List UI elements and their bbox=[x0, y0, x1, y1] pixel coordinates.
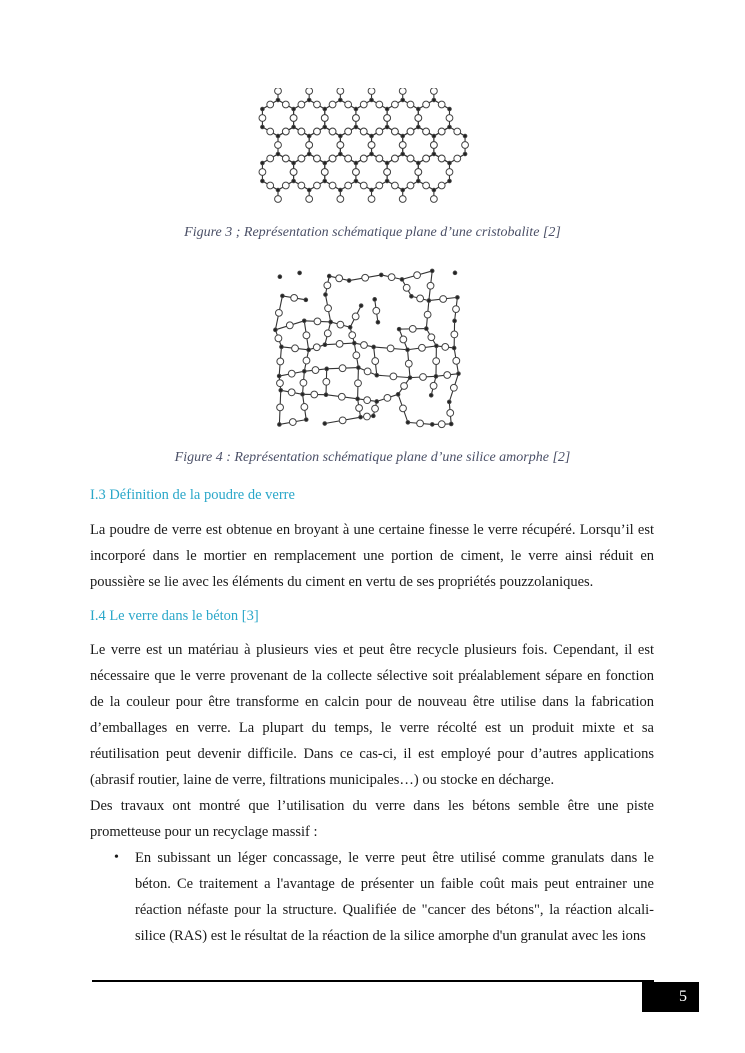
silicon-atom bbox=[324, 393, 328, 397]
silicon-atom bbox=[339, 152, 343, 156]
oxygen-atom bbox=[401, 383, 408, 390]
oxygen-atom bbox=[451, 331, 458, 338]
amorphous-silica-diagram bbox=[262, 262, 477, 437]
oxygen-atom bbox=[368, 196, 375, 203]
oxygen-atom bbox=[420, 374, 427, 381]
silicon-atom bbox=[373, 298, 377, 302]
silicon-atom bbox=[416, 161, 420, 165]
oxygen-atom bbox=[415, 169, 422, 176]
silicon-atom bbox=[406, 421, 410, 425]
oxygen-atom bbox=[433, 358, 440, 365]
oxygen-atom bbox=[438, 421, 445, 428]
oxygen-atom bbox=[423, 182, 430, 189]
oxygen-atom bbox=[373, 307, 380, 314]
section-heading-1-3: I.3 Définition de la poudre de verre bbox=[90, 487, 295, 503]
oxygen-atom bbox=[288, 370, 295, 377]
oxygen-atom bbox=[392, 128, 399, 135]
silicon-atom bbox=[261, 107, 265, 111]
section-heading-1-4: I.4 Le verre dans le béton [3] bbox=[90, 608, 259, 624]
oxygen-atom bbox=[430, 142, 437, 149]
oxygen-atom bbox=[407, 155, 414, 162]
oxygen-atom bbox=[345, 155, 352, 162]
oxygen-atom bbox=[337, 142, 344, 149]
oxygen-atom bbox=[301, 404, 308, 411]
silicon-atom bbox=[323, 343, 327, 347]
oxygen-atom bbox=[275, 88, 282, 94]
silicon-atom bbox=[261, 161, 265, 165]
silicon-atom bbox=[449, 422, 453, 426]
oxygen-atom bbox=[352, 313, 359, 320]
silicon-atom bbox=[298, 271, 302, 275]
silicon-atom bbox=[307, 348, 311, 352]
silicon-atom bbox=[276, 152, 280, 156]
silicon-atom bbox=[432, 188, 436, 192]
oxygen-atom bbox=[336, 340, 343, 347]
oxygen-atom bbox=[453, 357, 460, 364]
oxygen-atom bbox=[423, 155, 430, 162]
silicon-atom bbox=[401, 134, 405, 138]
oxygen-atom bbox=[360, 155, 367, 162]
silicon-atom bbox=[385, 179, 389, 183]
silicon-atom bbox=[354, 107, 358, 111]
oxygen-atom bbox=[275, 309, 282, 316]
silicon-atom bbox=[347, 279, 351, 283]
silicon-atom bbox=[408, 376, 412, 380]
oxygen-atom bbox=[428, 334, 435, 341]
silicon-atom bbox=[385, 107, 389, 111]
oxygen-atom bbox=[282, 101, 289, 108]
silicon-atom bbox=[375, 373, 379, 377]
silicon-atom bbox=[274, 328, 278, 332]
oxygen-atom bbox=[360, 128, 367, 135]
oxygen-atom bbox=[337, 196, 344, 203]
oxygen-atom bbox=[267, 101, 274, 108]
oxygen-atom bbox=[376, 182, 383, 189]
silicon-atom bbox=[434, 375, 438, 379]
silicon-atom bbox=[376, 320, 380, 324]
figure-3-caption: Figure 3 ; Représentation schématique plane d’une cristobalite [2] bbox=[184, 225, 561, 240]
oxygen-atom bbox=[423, 128, 430, 135]
figure-3 bbox=[0, 88, 745, 218]
oxygen-atom bbox=[277, 358, 284, 365]
oxygen-atom bbox=[384, 169, 391, 176]
oxygen-atom bbox=[286, 322, 293, 329]
silicon-atom bbox=[359, 304, 363, 308]
oxygen-atom bbox=[329, 182, 336, 189]
oxygen-atom bbox=[314, 155, 321, 162]
oxygen-atom bbox=[462, 142, 469, 149]
oxygen-atom bbox=[430, 88, 437, 94]
oxygen-atom bbox=[417, 420, 424, 427]
oxygen-atom bbox=[275, 335, 282, 342]
oxygen-atom bbox=[360, 182, 367, 189]
oxygen-atom bbox=[438, 155, 445, 162]
footer-divider bbox=[92, 980, 654, 982]
silicon-atom bbox=[348, 325, 352, 329]
silicon-atom bbox=[303, 369, 307, 373]
oxygen-atom bbox=[442, 344, 449, 351]
list-item-text: En subissant un léger concassage, le verre peut être utilisé comme granulats dans le béton. Ce traitement a l'avantage de présenter un faible coût mais peut entrainer une réaction néfaste pour la structure. Qualifiée de "cancer des bétons", la réaction alcali-silice (RAS) est le résultat de la réaction de la silice amorphe d'un granulat avec les ions bbox=[135, 850, 654, 944]
section-1-4-paragraph-1: Le verre est un matériau à plusieurs vies et peut être recycle plusieurs fois. Cependant, il est nécessaire que le verre provenant de la collecte sélective soit préalablement sépare en fonction de la couleur pour être transforme en calcin pour de nouveau être utilise dans la fabrication d’emballages en verre. La plupart du temps, le verre récolté est un produit mixte et sa réutilisation peut devenir difficile. Dans ce cas-ci, il est employé pour d’autres applications (abrasif routier, laine de verre, filtrations municipales…) ou stocke en décharge. bbox=[90, 642, 654, 788]
oxygen-atom bbox=[384, 115, 391, 122]
silicon-atom bbox=[354, 125, 358, 129]
oxygen-atom bbox=[409, 325, 416, 332]
oxygen-atom bbox=[360, 101, 367, 108]
oxygen-atom bbox=[407, 182, 414, 189]
silicon-atom bbox=[430, 423, 434, 427]
oxygen-atom bbox=[324, 282, 331, 289]
oxygen-atom bbox=[329, 155, 336, 162]
silicon-atom bbox=[448, 161, 452, 165]
silicon-atom bbox=[410, 294, 414, 298]
oxygen-atom bbox=[306, 88, 313, 94]
oxygen-atom bbox=[454, 155, 461, 162]
silicon-atom bbox=[463, 152, 467, 156]
silicon-atom bbox=[356, 397, 360, 401]
oxygen-atom bbox=[298, 155, 305, 162]
oxygen-atom bbox=[392, 182, 399, 189]
silicon-atom bbox=[279, 388, 283, 392]
oxygen-atom bbox=[321, 169, 328, 176]
silicon-atom bbox=[385, 125, 389, 129]
silicon-atom bbox=[292, 179, 296, 183]
figure-4 bbox=[0, 262, 745, 437]
oxygen-atom bbox=[450, 384, 457, 391]
oxygen-atom bbox=[313, 344, 320, 351]
oxygen-atom bbox=[444, 372, 451, 379]
silicon-atom bbox=[430, 269, 434, 273]
silicon-atom bbox=[325, 367, 329, 371]
oxygen-atom bbox=[438, 128, 445, 135]
oxygen-atom bbox=[414, 272, 421, 279]
oxygen-atom bbox=[324, 330, 331, 337]
oxygen-atom bbox=[323, 378, 330, 385]
oxygen-atom bbox=[440, 296, 447, 303]
list-item bbox=[90, 845, 654, 949]
oxygen-atom bbox=[353, 352, 360, 359]
silicon-atom bbox=[339, 134, 343, 138]
oxygen-atom bbox=[321, 115, 328, 122]
oxygen-atom bbox=[298, 101, 305, 108]
oxygen-atom bbox=[329, 101, 336, 108]
oxygen-atom bbox=[364, 413, 371, 420]
silicon-atom bbox=[406, 348, 410, 352]
silicon-atom bbox=[375, 400, 379, 404]
oxygen-atom bbox=[337, 321, 344, 328]
oxygen-atom bbox=[345, 128, 352, 135]
oxygen-atom bbox=[399, 88, 406, 94]
silicon-atom bbox=[278, 423, 282, 427]
silicon-atom bbox=[448, 179, 452, 183]
silicon-atom bbox=[278, 275, 282, 279]
section-1-3-paragraph: La poudre de verre est obtenue en broyant à une certaine finesse le verre récupéré. Lorsqu’il est incorporé dans le mortier en remplacement une portion de ciment, le verre ainsi réduit en poussière se lie avec les éléments du ciment en vertu de ses propriétés pouzzolaniques. bbox=[90, 522, 654, 590]
section-1-4-paragraph-2: Des travaux ont montré que l’utilisation du verre dans les bétons semble être une piste prometteuse pour un recyclage massif : bbox=[90, 798, 654, 840]
oxygen-atom bbox=[438, 182, 445, 189]
oxygen-atom bbox=[267, 128, 274, 135]
oxygen-atom bbox=[337, 88, 344, 94]
oxygen-atom bbox=[259, 115, 266, 122]
oxygen-atom bbox=[415, 115, 422, 122]
oxygen-atom bbox=[267, 182, 274, 189]
silicon-atom bbox=[276, 98, 280, 102]
oxygen-atom bbox=[387, 345, 394, 352]
oxygen-atom bbox=[368, 142, 375, 149]
silicon-atom bbox=[400, 278, 404, 282]
oxygen-atom bbox=[267, 155, 274, 162]
silicon-atom bbox=[329, 320, 333, 324]
silicon-atom bbox=[370, 98, 374, 102]
silicon-atom bbox=[457, 372, 461, 376]
silicon-atom bbox=[292, 107, 296, 111]
oxygen-atom bbox=[306, 142, 313, 149]
silicon-atom bbox=[327, 274, 331, 278]
silicon-atom bbox=[432, 152, 436, 156]
silicon-atom bbox=[453, 271, 457, 275]
silicon-atom bbox=[416, 125, 420, 129]
oxygen-atom bbox=[290, 169, 297, 176]
oxygen-atom bbox=[424, 311, 431, 318]
oxygen-atom bbox=[289, 419, 296, 426]
silicon-atom bbox=[359, 415, 363, 419]
oxygen-atom bbox=[390, 373, 397, 380]
oxygen-atom bbox=[349, 332, 356, 339]
oxygen-atom bbox=[314, 182, 321, 189]
oxygen-atom bbox=[376, 101, 383, 108]
silicon-atom bbox=[302, 319, 306, 323]
silicon-atom bbox=[385, 161, 389, 165]
oxygen-atom bbox=[392, 155, 399, 162]
silicon-atom bbox=[304, 418, 308, 422]
figure-4-caption: Figure 4 : Représentation schématique plane d’une silice amorphe [2] bbox=[174, 450, 571, 465]
silicon-atom bbox=[416, 179, 420, 183]
oxygen-atom bbox=[329, 128, 336, 135]
oxygen-atom bbox=[292, 345, 299, 352]
oxygen-atom bbox=[275, 196, 282, 203]
oxygen-atom bbox=[392, 101, 399, 108]
silicon-atom bbox=[354, 161, 358, 165]
silicon-atom bbox=[432, 134, 436, 138]
oxygen-atom bbox=[300, 379, 307, 386]
oxygen-atom bbox=[259, 169, 266, 176]
oxygen-atom bbox=[277, 404, 284, 411]
oxygen-atom bbox=[298, 182, 305, 189]
silicon-atom bbox=[357, 366, 361, 370]
oxygen-atom bbox=[314, 128, 321, 135]
oxygen-atom bbox=[417, 295, 424, 302]
oxygen-atom bbox=[306, 196, 313, 203]
silicon-atom bbox=[277, 374, 281, 378]
oxygen-atom bbox=[423, 101, 430, 108]
oxygen-atom bbox=[314, 101, 321, 108]
silicon-atom bbox=[261, 125, 265, 129]
oxygen-atom bbox=[355, 380, 362, 387]
silicon-atom bbox=[448, 125, 452, 129]
silicon-atom bbox=[276, 188, 280, 192]
oxygen-atom bbox=[427, 282, 434, 289]
silicon-atom bbox=[370, 188, 374, 192]
oxygen-atom bbox=[438, 101, 445, 108]
oxygen-atom bbox=[277, 380, 284, 387]
oxygen-atom bbox=[376, 128, 383, 135]
oxygen-atom bbox=[303, 332, 310, 339]
silicon-atom bbox=[397, 327, 401, 331]
silicon-atom bbox=[261, 179, 265, 183]
silicon-atom bbox=[307, 188, 311, 192]
oxygen-atom bbox=[303, 357, 310, 364]
silicon-atom bbox=[354, 179, 358, 183]
oxygen-atom bbox=[282, 128, 289, 135]
silicon-atom bbox=[425, 327, 429, 331]
oxygen-atom bbox=[407, 128, 414, 135]
cristobalite-diagram bbox=[258, 88, 488, 216]
oxygen-atom bbox=[345, 101, 352, 108]
silicon-atom bbox=[372, 414, 376, 418]
silicon-atom bbox=[301, 392, 305, 396]
oxygen-atom bbox=[356, 405, 363, 412]
silicon-atom bbox=[401, 152, 405, 156]
silicon-atom bbox=[429, 393, 433, 397]
silicon-atom bbox=[307, 98, 311, 102]
oxygen-atom bbox=[407, 101, 414, 108]
oxygen-atom bbox=[403, 284, 410, 291]
silicon-atom bbox=[323, 125, 327, 129]
silicon-atom bbox=[396, 393, 400, 397]
silicon-atom bbox=[323, 161, 327, 165]
silicon-atom bbox=[339, 98, 343, 102]
oxygen-atom bbox=[372, 358, 379, 365]
silicon-atom bbox=[372, 345, 376, 349]
silicon-atom bbox=[435, 344, 439, 348]
bullet-list bbox=[90, 845, 654, 949]
bullet-icon: • bbox=[114, 850, 119, 865]
oxygen-atom bbox=[399, 142, 406, 149]
oxygen-atom bbox=[314, 318, 321, 325]
silicon-atom bbox=[292, 125, 296, 129]
oxygen-atom bbox=[405, 360, 412, 367]
oxygen-atom bbox=[353, 115, 360, 122]
oxygen-atom bbox=[364, 397, 371, 404]
oxygen-atom bbox=[453, 306, 460, 313]
oxygen-atom bbox=[364, 368, 371, 375]
oxygen-atom bbox=[446, 169, 453, 176]
silicon-atom bbox=[463, 134, 467, 138]
page-number: 5 bbox=[642, 982, 699, 1012]
silicon-atom bbox=[307, 134, 311, 138]
oxygen-atom bbox=[345, 182, 352, 189]
silicon-atom bbox=[370, 152, 374, 156]
silicon-atom bbox=[401, 98, 405, 102]
oxygen-atom bbox=[400, 336, 407, 343]
silicon-atom bbox=[323, 422, 327, 426]
oxygen-atom bbox=[388, 274, 395, 281]
oxygen-atom bbox=[291, 294, 298, 301]
oxygen-atom bbox=[399, 196, 406, 203]
oxygen-atom bbox=[376, 155, 383, 162]
silicon-atom bbox=[324, 293, 328, 297]
oxygen-atom bbox=[338, 393, 345, 400]
oxygen-atom bbox=[454, 128, 461, 135]
silicon-atom bbox=[379, 273, 383, 277]
silicon-atom bbox=[432, 98, 436, 102]
silicon-atom bbox=[452, 346, 456, 350]
oxygen-atom bbox=[282, 155, 289, 162]
silicon-atom bbox=[401, 188, 405, 192]
silicon-atom bbox=[353, 341, 357, 345]
silicon-atom bbox=[323, 107, 327, 111]
silicon-atom bbox=[323, 179, 327, 183]
silicon-atom bbox=[304, 298, 308, 302]
silicon-atom bbox=[276, 134, 280, 138]
silicon-atom bbox=[370, 134, 374, 138]
oxygen-atom bbox=[368, 88, 375, 94]
silicon-atom bbox=[447, 400, 451, 404]
oxygen-atom bbox=[290, 115, 297, 122]
oxygen-atom bbox=[362, 274, 369, 281]
oxygen-atom bbox=[353, 169, 360, 176]
oxygen-atom bbox=[275, 142, 282, 149]
silicon-atom bbox=[453, 319, 457, 323]
silicon-atom bbox=[448, 107, 452, 111]
oxygen-atom bbox=[312, 367, 319, 374]
oxygen-atom bbox=[400, 405, 407, 412]
oxygen-atom bbox=[339, 365, 346, 372]
oxygen-atom bbox=[336, 275, 343, 282]
oxygen-atom bbox=[361, 342, 368, 349]
oxygen-atom bbox=[311, 391, 318, 398]
silicon-atom bbox=[456, 296, 460, 300]
silicon-atom bbox=[427, 299, 431, 303]
oxygen-atom bbox=[430, 196, 437, 203]
oxygen-atom bbox=[384, 394, 391, 401]
silicon-atom bbox=[416, 107, 420, 111]
oxygen-atom bbox=[430, 382, 437, 389]
oxygen-atom bbox=[446, 115, 453, 122]
silicon-atom bbox=[281, 294, 285, 298]
oxygen-atom bbox=[325, 305, 332, 312]
silicon-atom bbox=[280, 345, 284, 349]
silicon-atom bbox=[292, 161, 296, 165]
silicon-atom bbox=[339, 188, 343, 192]
oxygen-atom bbox=[339, 417, 346, 424]
oxygen-atom bbox=[447, 410, 454, 417]
silicon-atom bbox=[307, 152, 311, 156]
oxygen-atom bbox=[288, 389, 295, 396]
oxygen-atom bbox=[282, 182, 289, 189]
oxygen-atom bbox=[372, 405, 379, 412]
oxygen-atom bbox=[419, 344, 426, 351]
oxygen-atom bbox=[298, 128, 305, 135]
